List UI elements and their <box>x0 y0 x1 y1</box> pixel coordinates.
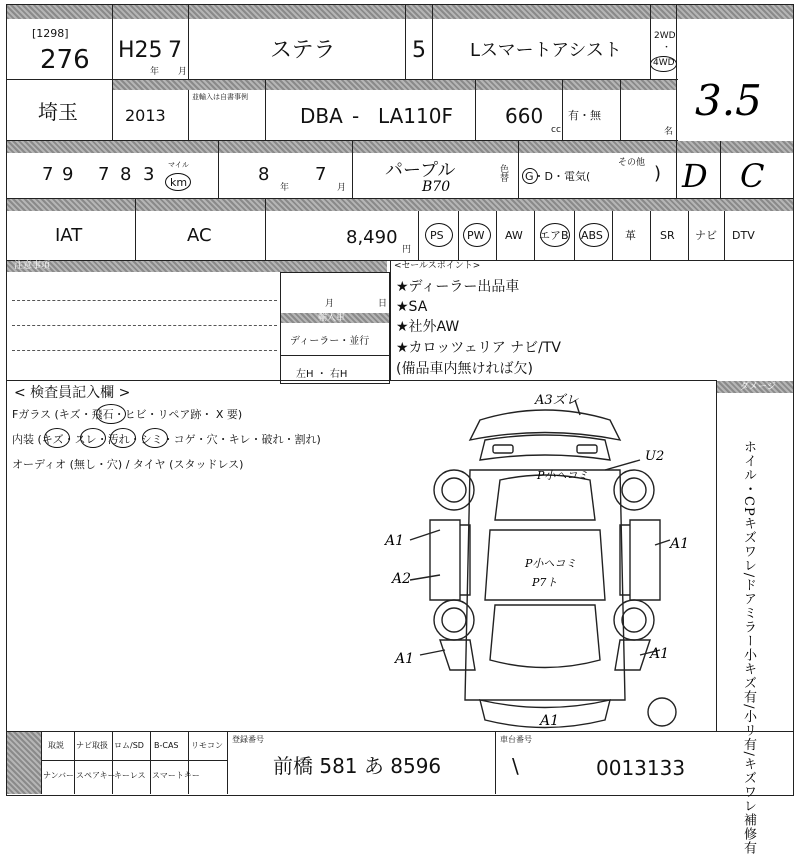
inspect-month-mark: 月 <box>337 183 347 193</box>
fuel-other-label: その他 <box>618 158 646 168</box>
mark-front-bumper: A1 <box>540 713 560 729</box>
eq-navi: ナビ <box>695 229 717 242</box>
car-name: ステラ <box>270 38 336 63</box>
registration-number: 前橋 581 あ 8596 <box>273 754 442 778</box>
sales-point-2: ★SA <box>396 299 428 315</box>
side-column-text: ホイル・CPキズワレ/ドアミラー小キズ有/小リ有/キズワレ補修有 <box>741 440 756 855</box>
import-day-mark: 日 <box>378 299 388 309</box>
notice-title: 注意事項 <box>14 261 51 271</box>
month-mark: 月 <box>178 67 188 77</box>
score-hand: 3.5 <box>695 76 762 125</box>
era-year: H25 <box>118 38 163 63</box>
hand-grade-d: D <box>682 157 708 195</box>
sales-point-1: ★ディーラー出品車 <box>396 279 520 295</box>
equip-keyless: キーレス <box>114 771 146 780</box>
eq-sr: SR <box>660 229 675 242</box>
equip-smart-key: スマートキー <box>152 771 200 780</box>
eq-aw: AW <box>505 229 523 242</box>
mileage-digit-2: 9 <box>62 164 74 185</box>
sales-title: <セールスポイント> <box>394 261 481 271</box>
mileage-digit-1: 7 <box>42 164 54 185</box>
mark-right-front: U2 <box>645 449 665 464</box>
import-type: ディーラー・並行 <box>290 336 370 347</box>
sales-point-3: ★社外AW <box>396 319 460 335</box>
frame-dash: \ <box>512 754 519 778</box>
equip-bcas: B-CAS <box>154 741 179 750</box>
sales-point-5: (備品車内無ければ欠) <box>396 361 533 377</box>
inspector-line-1: Fガラス (キズ・飛石・ヒビ・リペア跡・ X 要) <box>12 408 243 421</box>
type-dash: - <box>352 104 360 128</box>
door-count: 5 <box>412 38 426 63</box>
reg-label: 登録番号 <box>232 735 264 744</box>
drive-sep: ・ <box>662 43 672 53</box>
mark-right-door: A1 <box>670 536 690 552</box>
inspect-month: 7 <box>315 164 327 185</box>
inspector-line-3: オーディオ (無し・穴) / タイヤ (スタッドレス) <box>12 458 244 471</box>
eq-airbag: エアB <box>539 229 569 242</box>
mark-right-rear: A1 <box>650 646 670 662</box>
mileage-digit-4: 8 <box>120 164 132 185</box>
mark-left-rear: A1 <box>395 651 415 667</box>
mark-hood: P小ヘコミ <box>525 557 577 570</box>
frame-number: 0013133 <box>596 756 686 780</box>
side-header: ダメージ <box>740 382 776 392</box>
region: 埼玉 <box>38 100 78 124</box>
yen-mark: 円 <box>402 245 412 255</box>
reg-month: 7 <box>168 38 182 63</box>
turbo: 有・無 <box>568 109 601 122</box>
equip-spare-key: スペアキー <box>76 771 116 780</box>
eq-leather: 革 <box>625 229 636 242</box>
body-color: パープル <box>385 160 456 181</box>
fuel-close: ) <box>654 163 662 184</box>
recycle-fee: 8,490 <box>346 227 398 248</box>
mark-roof: P小ヘコミ <box>537 469 589 482</box>
mark-hood-2: P7ト <box>532 576 558 589</box>
import-month-mark: 月 <box>325 299 335 309</box>
import-label: 輸入車 <box>318 313 346 323</box>
equip-torisetsu: 取説 <box>48 741 64 750</box>
inspect-year-mark: 年 <box>280 183 290 193</box>
color-change-label: 色替 <box>498 164 508 182</box>
mileage-digit-5: 3 <box>143 164 155 185</box>
chassis-code: LA110F <box>378 104 453 128</box>
lot-number: 276 <box>40 45 90 75</box>
mark-left-sill: A2 <box>392 571 412 587</box>
model-year: 2013 <box>125 106 166 125</box>
import-note: 並輸入は自書事例 <box>192 93 248 101</box>
km-unit: km <box>170 176 188 189</box>
name-mark: 名 <box>664 127 674 137</box>
handle-side: 左H ・ 右H <box>296 369 348 380</box>
mile-label: マイル <box>168 161 189 169</box>
fuel-options: G・D・電気( <box>525 170 591 183</box>
eq-ps: PS <box>430 229 444 242</box>
hand-grade-c: C <box>740 157 765 195</box>
eq-dtv: DTV <box>732 229 755 242</box>
cc-unit: cc <box>551 125 561 135</box>
equip-rom-sd: ロム/SD <box>114 741 144 750</box>
eq-abs: ABS <box>581 229 603 242</box>
sales-point-4: ★カロッツェリア ナビ/TV <box>396 340 562 356</box>
type-prefix: DBA <box>300 104 343 128</box>
equip-plate: ナンバー <box>43 771 75 780</box>
eq-pw: PW <box>467 229 485 242</box>
grade: Lスマートアシスト <box>470 40 622 61</box>
equip-navi-manual: ナビ取扱 <box>76 741 108 750</box>
year-mark: 年 <box>150 67 160 77</box>
inspect-year: 8 <box>258 164 270 185</box>
frame-label: 車台番号 <box>500 735 532 744</box>
mileage-digit-3: 7 <box>98 164 110 185</box>
mark-rear-glass: A3ズレ <box>535 393 579 408</box>
drive-4wd: 4WD <box>653 58 675 68</box>
inspector-title: < 検査員記入欄 > <box>14 385 131 401</box>
transmission: IAT <box>55 225 83 246</box>
mark-left-door: A1 <box>385 533 405 549</box>
lot-id: [1298] <box>32 27 69 40</box>
drive-2wd: 2WD <box>654 31 676 41</box>
displacement: 660 <box>505 104 544 128</box>
inspector-line-2: 内装 (キズ・スレ・汚れ・シミ・コゲ・穴・キレ・破れ・割れ) <box>12 433 321 446</box>
color-code-hand: B70 <box>422 179 451 195</box>
equip-remote: リモコン <box>191 741 223 750</box>
aircon: AC <box>187 225 212 246</box>
